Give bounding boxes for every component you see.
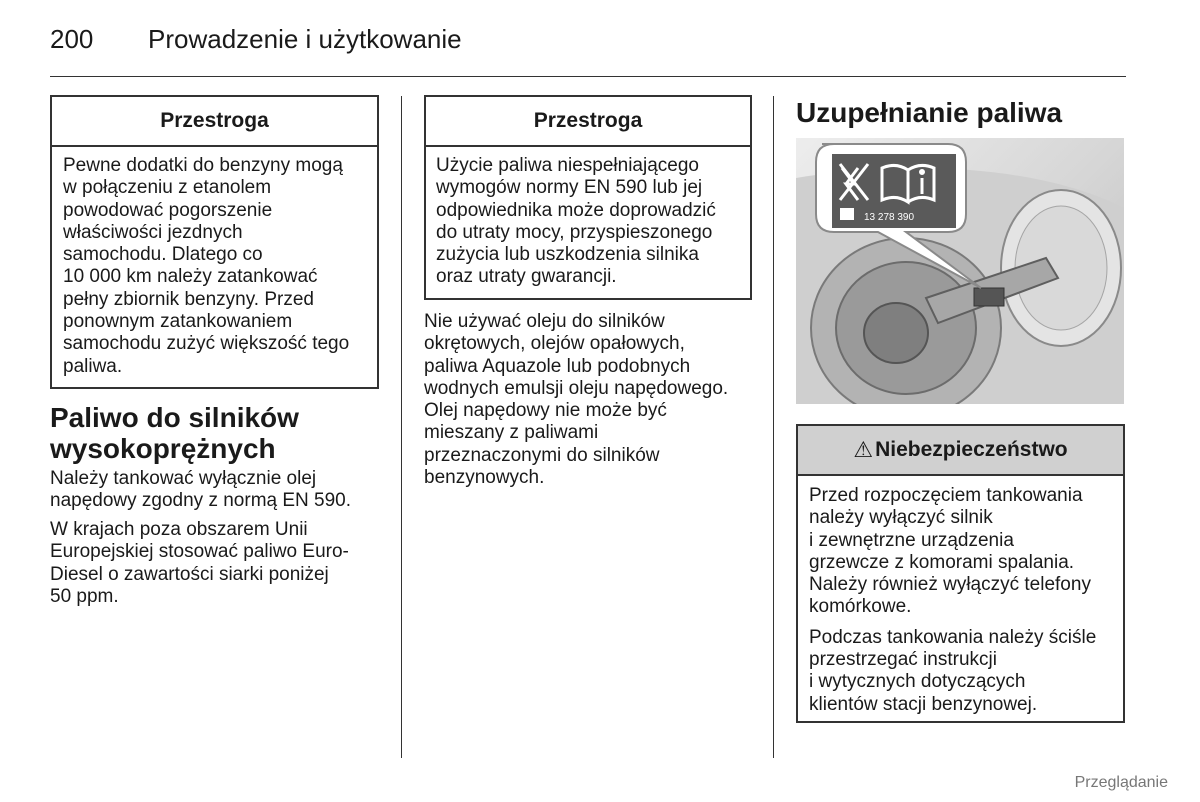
label-code: 13 278 390: [864, 212, 915, 223]
danger-text-2: Podczas tankowania należy ściśle przestrzegać instrukcji i wytycznych dotyczących klientów stacji benzynowej.: [809, 626, 1097, 715]
footer-watermark: Przeglądanie: [1074, 774, 1168, 791]
caution-text: Użycie paliwa niespełniającego wymogów normy EN 590 lub jej odpowiednika może doprowadzić do utraty mocy, przyspieszonego zużycia lub uszkodzenia silnika oraz utraty gwarancji.: [436, 155, 716, 288]
danger-header: [798, 426, 1123, 476]
diesel-paragraph-2: W krajach poza obszarem Unii Europejskiej stosować paliwo Euro- Diesel o zawartości siarki poniżej 50 ppm.: [50, 519, 349, 607]
fuel-filler-flap-image: [796, 138, 1124, 404]
column-divider-1: [401, 96, 402, 758]
gm-logo-icon: [840, 208, 854, 220]
caution-box-petrol: [50, 95, 379, 389]
column-divider-2: [773, 96, 774, 758]
diesel-fuel-paragraph: Nie używać oleju do silników okrętowych, olejów opałowych, paliwa Aquazole lub podobnych wodnych emulsji oleju napędowego. Olej napędowy nie może być mieszany z paliwami przeznaczonymi do silników benzynowych.: [424, 311, 729, 489]
danger-box: [796, 424, 1125, 723]
danger-text-1: Przed rozpoczęciem tankowania należy wyłączyć silnik i zewnętrzne urządzenia grzewcze z komorami spalania. Należy również wyłączyć telefony komórkowe.: [809, 485, 1091, 618]
section-title-refuelling: Uzupełnianie paliwa: [796, 97, 1063, 128]
section-title-diesel: Paliwo do silników wysokoprężnych: [50, 402, 299, 464]
chapter-title: Prowadzenie i użytkowanie: [148, 24, 462, 54]
fuel-flap-illustration: [796, 138, 1124, 404]
caution-title: Przestroga: [52, 97, 377, 147]
header-divider: [50, 76, 1126, 77]
page-number: 200: [50, 24, 94, 54]
caution-box-diesel: [424, 95, 752, 300]
danger-title: Niebezpieczeństwo: [875, 438, 1068, 461]
diesel-paragraph-1: Należy tankować wyłącznie olej napędowy zgodny z normą EN 590.: [50, 468, 352, 512]
caution-title: Przestroga: [426, 97, 750, 147]
caution-text: Pewne dodatki do benzyny mogą w połączeniu z etanolem powodować pogorszenie właściwości jezdnych samochodu. Dlatego co 10 000 km należy zatankować pełny zbiornik benzyny. Przed ponownym zatankowaniem samochodu zużyć większość tego paliwa.: [63, 155, 350, 377]
warning-triangle-icon: ⚠: [853, 437, 874, 462]
